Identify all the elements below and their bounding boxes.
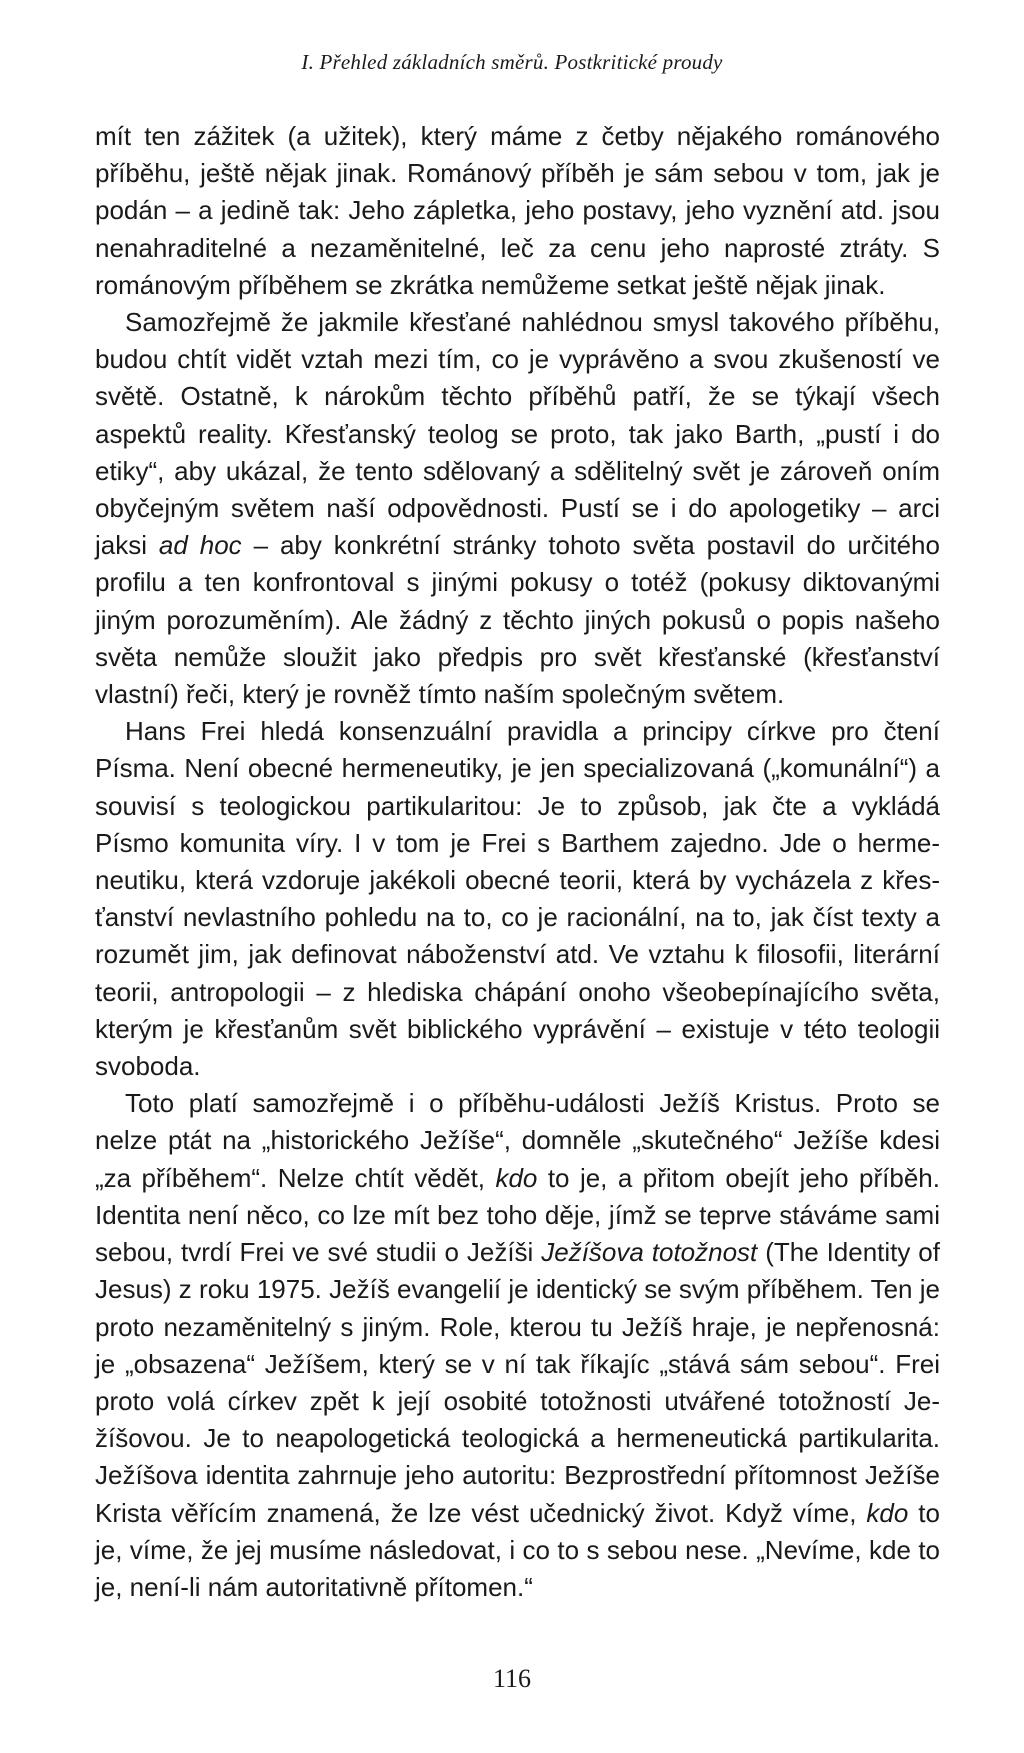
italic-run: Ježíšova totožnost: [541, 1237, 758, 1268]
text-run: to je, a přitom obejít jeho příběh. Identita není něco, co lze mít bez toho děje, jímž se teprve stáváme sami sebou, tvrdí Frei ve své studii o Ježíši: [95, 1162, 940, 1268]
text-run: Toto platí samozřejmě i o příběhu-události Ježíš Kristus. Proto se nelze ptát na „historického Ježíše“, domněle „skutečného“ Ježíše kdesi „za příběhem“. Nelze chtít vědět,: [95, 1088, 940, 1193]
text-run: mít ten zážitek (a užitek), který máme z četby nějakého románového příběhu, ještě nějak jinak. Románový příběh je sám sebou v tom, jak je podán – a jedině tak: Jeho zápletka, jeho postavy, jeho vyznění atd. jsou nenahraditelné a nezaměnitelné, leč za cenu jeho naprosté ztráty. S románovým příběhem se zkrátka nemůžeme setkat ještě nějak jinak.: [95, 121, 940, 300]
paragraph: [95, 1085, 940, 1606]
running-header: I. Přehled základních směrů. Postkritické proudy: [301, 50, 723, 74]
page-number: 116: [492, 1664, 532, 1693]
paragraph: [95, 304, 940, 713]
italic-run: ad hoc: [158, 530, 242, 561]
paragraph: [95, 713, 940, 1085]
body-text: [95, 118, 940, 1606]
text-run: (The Identity of Jesus) z roku 1975. Ježíš evangelií je identický se svým příběhem. Ten je proto nezaměnitelný s jiným. Role, kterou tu Ježíš hraje, je nepřenosná: je „obsazena“ Ježíšem, který se v ní tak říkajíc „stává sám sebou“. Frei proto volá církev zpět k její osobité totožnosti utvářené totožností Ježíšovou. Je to neapologetická teologická a hermeneutická partikularita. Ježíšova identita zahrnuje jeho autoritu: Bezprostřední přítomnost Ježíše Krista věřícím znamená, že lze vést učednický život. Když víme,: [95, 1237, 940, 1528]
italic-run: kdo: [866, 1497, 909, 1528]
italic-run: kdo: [495, 1162, 538, 1193]
paragraph: [95, 118, 940, 304]
text-run: to je, víme, že jej musíme následovat, i co to s sebou nese. „Nevíme, kde to je, není-li nám autoritativně přítomen.“: [95, 1497, 940, 1602]
text-run: Samozřejmě že jakmile křesťané nahlédnou smysl takového příběhu, budou chtít vidět vztah mezi tím, co je vyprávěno a svou zkušeností ve světě. Ostatně, k nárokům těchto příběhů patří, že se týkají všech aspektů reality. Křesťanský teolog se proto, tak jako Barth, „pustí i do etiky“, aby ukázal, že tento sdělovaný a sdělitelný svět je zároveň oním obyčejným světem naší odpovědnosti. Pustí se i do apologetiky – arci jaksi: [95, 307, 940, 561]
text-run: Hans Frei hledá konsenzuální pravidla a principy církve pro čtení Písma. Není obecné hermeneutiky, je jen specializovaná („komunální“) a souvisí s teologickou partikularitou: Je to způsob, jak čte a vykládá Písmo komunita víry. I v tom je Frei s Barthem zajedno. Jde o hermeneutiku, která vzdoruje jakékoli obecné teorii, která by vycházela z křesťanství nevlastního pohledu na to, co je racionální, na to, jak číst texty a rozumět jim, jak definovat náboženství atd. Ve vztahu k filosofii, literární teorii, antropologii – z hlediska chápání onoho všeobepínajícího světa, kterým je křesťanům svět biblického vyprávění – existuje v této teologii svoboda.: [95, 716, 940, 1082]
text-run: – aby konkrétní stránky tohoto světa postavil do určitého profilu a ten konfrontoval s jinými pokusy o totéž (pokusy diktovanými jiným porozuměním). Ale žádný z těchto jiných pokusů o popis našeho světa nemůže sloužit jako předpis pro svět křesťanské (křesťanství vlastní) řeči, který je rovněž tímto naším společným světem.: [95, 530, 940, 710]
